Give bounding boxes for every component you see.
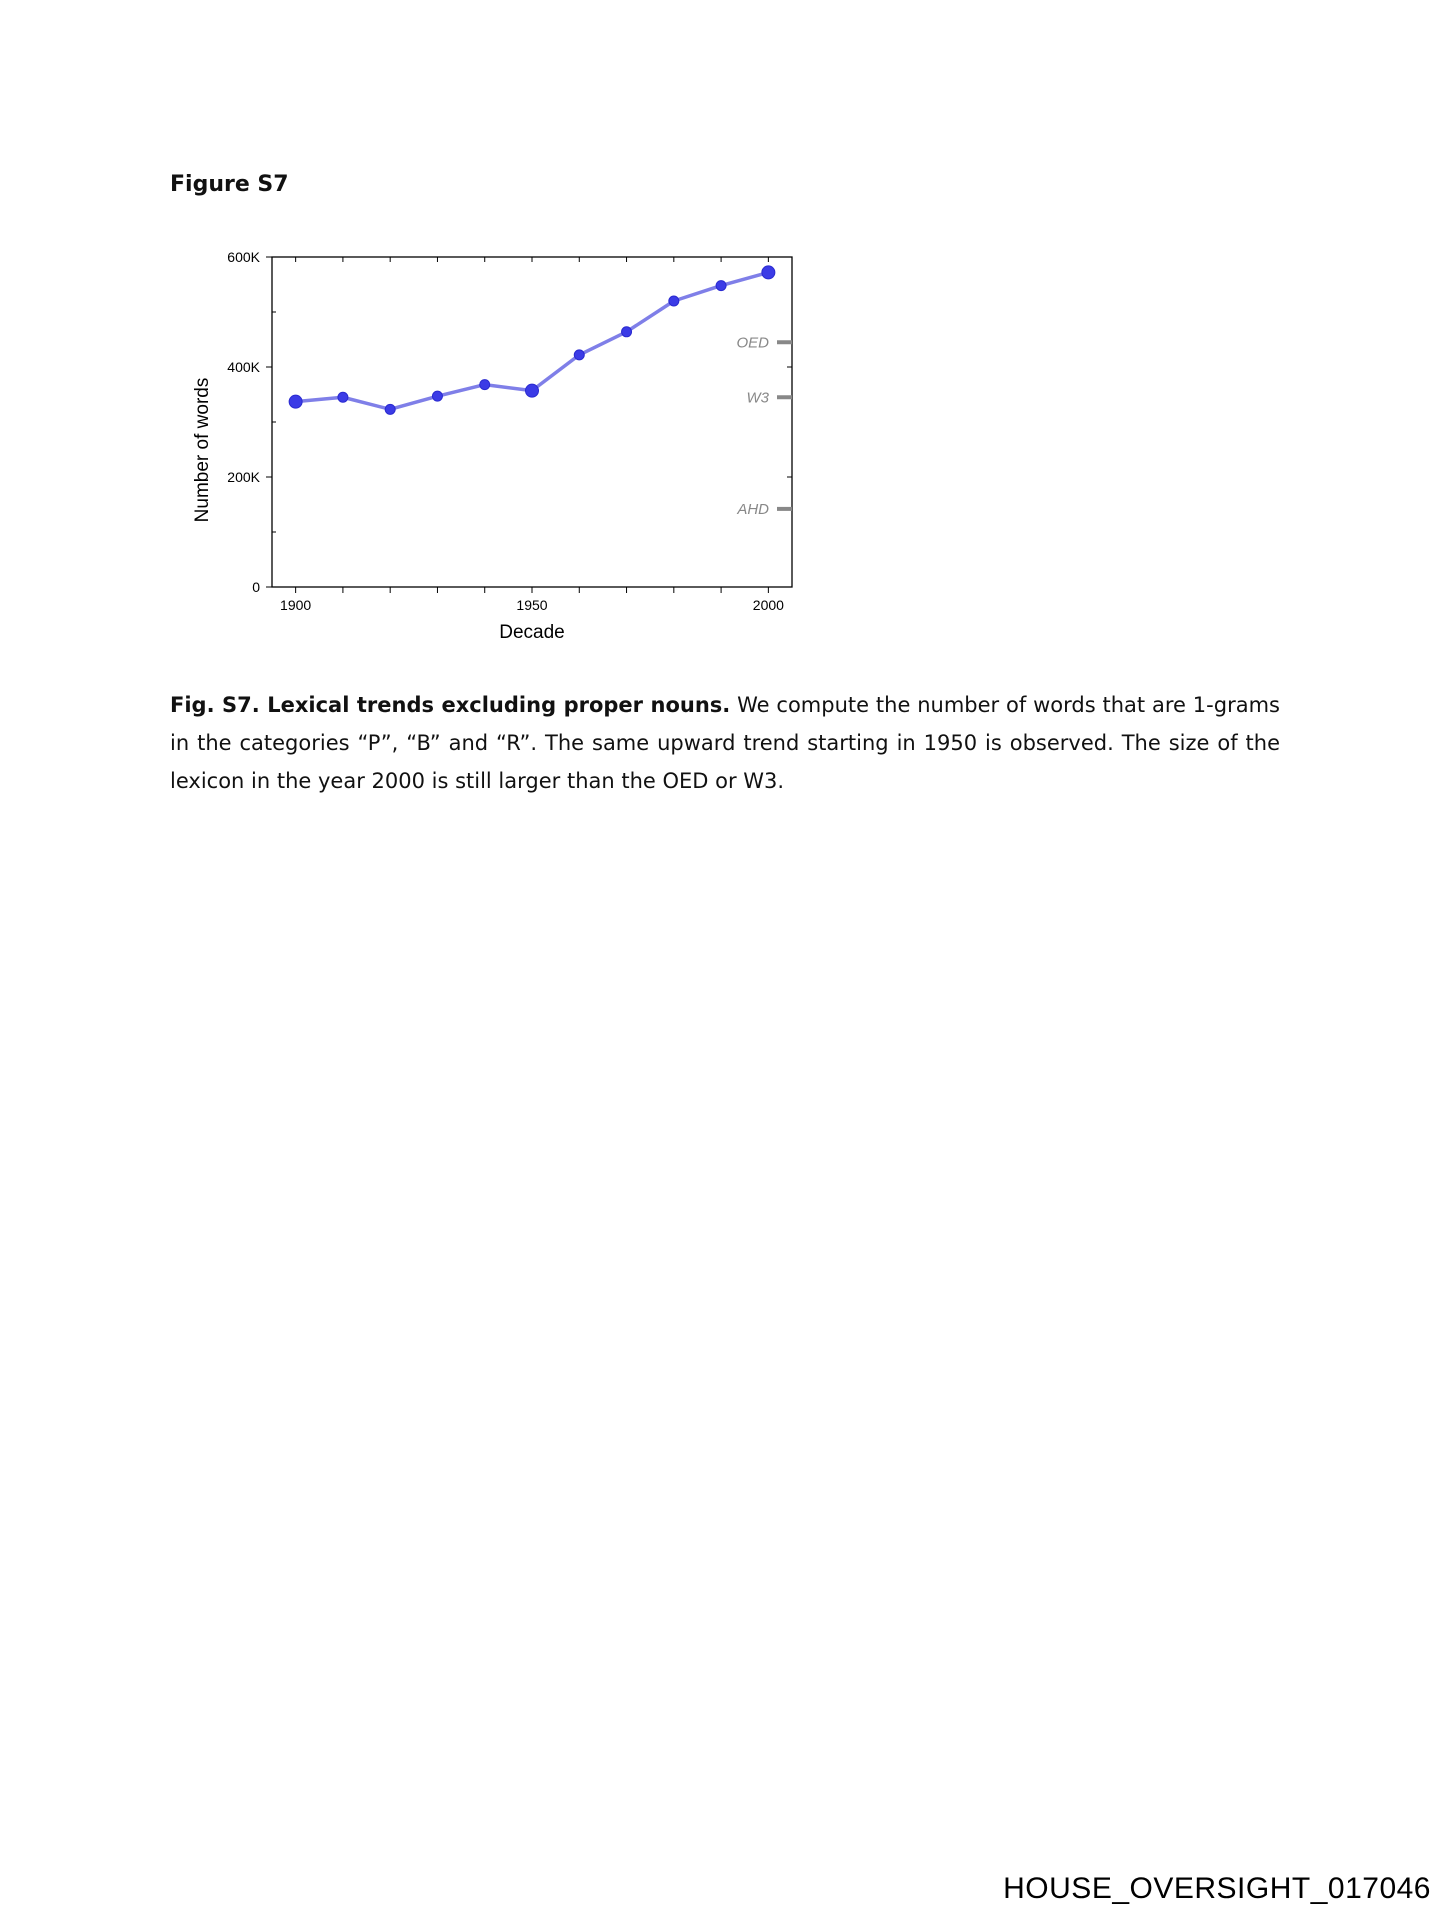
data-point	[480, 380, 490, 390]
figure-heading: Figure S7	[170, 172, 289, 197]
plot-frame	[272, 257, 792, 587]
x-axis-label: Decade	[499, 622, 565, 643]
y-tick-label: 600K	[227, 249, 260, 265]
data-point	[289, 395, 302, 408]
y-axis-label: Number of words	[192, 377, 213, 523]
reference-label-oed: OED	[736, 334, 769, 352]
data-point	[716, 281, 726, 291]
data-point	[432, 391, 442, 401]
data-point	[574, 350, 584, 360]
data-point	[526, 384, 539, 397]
data-point	[669, 296, 679, 306]
x-tick-label: 1900	[280, 597, 312, 613]
reference-label-ahd: AHD	[737, 500, 769, 518]
figure-caption	[170, 686, 1280, 800]
x-tick-label: 1950	[516, 597, 548, 613]
y-tick-label: 0	[252, 579, 260, 595]
caption-text: We compute the number of words that are 1-grams in the categories “P”, “B” and “R”. The same upward trend starting in 1950 is observed. The size of the lexicon in the year 2000 is still larger than the OED or W3.	[170, 693, 1280, 793]
reference-label-w3: W3	[746, 389, 769, 407]
y-tick-label: 400K	[227, 359, 260, 375]
x-tick-label: 2000	[752, 597, 784, 613]
data-point	[762, 266, 775, 279]
line-chart	[180, 245, 820, 665]
caption-bold: Fig. S7. Lexical trends excluding proper nouns.	[170, 693, 731, 717]
footer-document-id: HOUSE_OVERSIGHT_017046	[1003, 1872, 1431, 1905]
data-point	[338, 392, 348, 402]
y-tick-label: 200K	[227, 469, 260, 485]
data-point	[385, 404, 395, 414]
data-point	[622, 327, 632, 337]
